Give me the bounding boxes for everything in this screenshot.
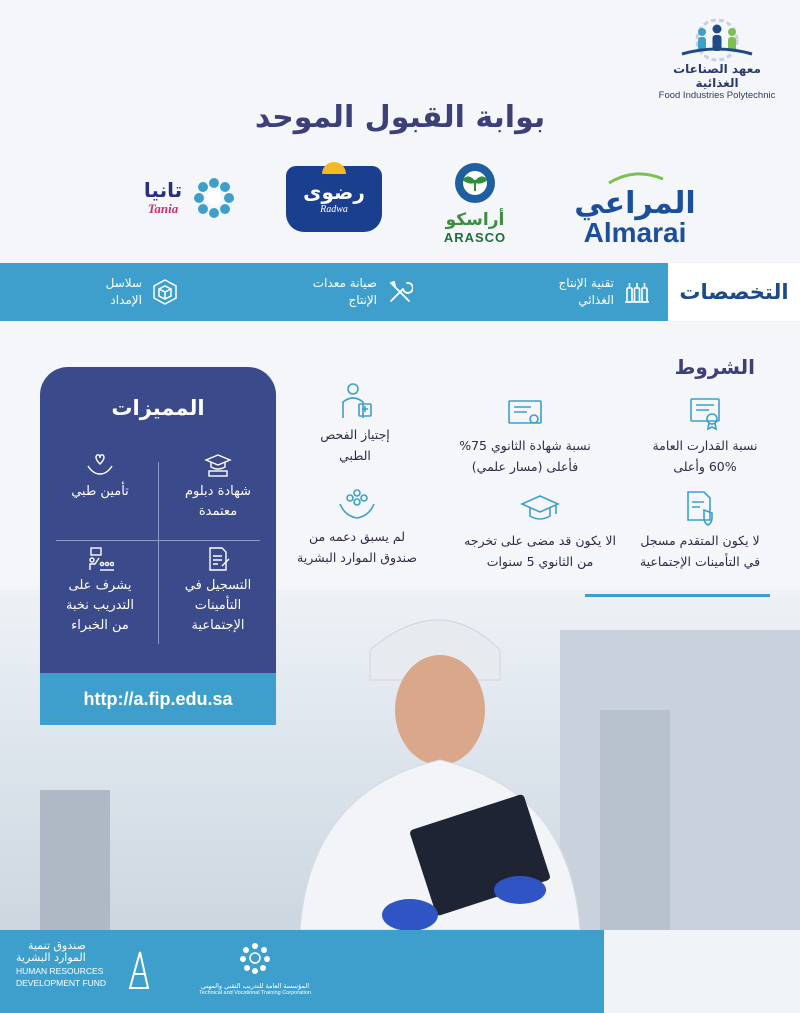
condition-not-insured-line2: في التأمينات الإجتماعية — [639, 554, 761, 569]
tvtc-emblem-icon — [237, 940, 273, 976]
condition-no-hrdf-support — [272, 486, 442, 568]
spec-supply-chains — [106, 263, 180, 321]
spec-equipment-maintenance — [313, 263, 415, 321]
feature-diploma — [162, 452, 274, 522]
spec-food-line2: الغذائي — [578, 293, 614, 307]
health-hands-icon — [86, 452, 114, 478]
feature-diploma-line2: معتمدة — [198, 504, 238, 519]
tvtc-name-en: Technical and Vocational Training Corporation — [199, 990, 311, 996]
almarai-name-en: Almarai — [583, 217, 687, 248]
condition-medical-line1: إجتياز الفحص — [320, 427, 390, 442]
hrdf-name-en-2: DEVELOPMENT FUND — [16, 978, 107, 988]
features-horizontal-divider — [56, 540, 260, 541]
arasco-name-en: ARASCO — [443, 230, 507, 245]
tvtc-name-ar: المؤسسة العامة للتدريب التقني والمهني — [200, 982, 310, 990]
radwa-logo — [286, 166, 382, 232]
supply-box-icon — [150, 277, 180, 307]
feature-social-line1: التسجيل في — [184, 578, 252, 593]
institute-name-en: Food Industries Polytechnic — [658, 90, 776, 101]
radwa-sun-icon — [318, 158, 350, 174]
arasco-logo — [430, 160, 520, 250]
feature-social-insurance — [162, 546, 274, 636]
hrdf-name-ar-2: الموارد البشرية — [16, 951, 86, 964]
tania-logo — [130, 176, 250, 266]
bottles-icon — [622, 277, 652, 307]
footer-spacer — [604, 930, 800, 1013]
tvtc-logo — [180, 940, 330, 996]
radwa-name-ar: رضوى — [303, 180, 365, 204]
almarai-swoosh-icon — [605, 171, 665, 185]
register-doc-icon — [204, 546, 232, 572]
arasco-gear-icon — [446, 160, 504, 206]
condition-graduation-line1: الا يكون قد مضى على تخرجه — [464, 533, 616, 548]
condition-aptitude — [620, 395, 790, 477]
portal-url-link[interactable]: http://a.fip.edu.sa — [40, 673, 276, 725]
almarai-logo — [570, 170, 700, 260]
people-hands-icon — [337, 486, 377, 522]
spec-food-production — [559, 263, 652, 321]
feature-insurance-line1: تأمين طبي — [71, 484, 129, 499]
radwa-name-en: Radwa — [320, 204, 348, 215]
spec-supply-line2: الإمداد — [110, 293, 142, 307]
condition-aptitude-line2: 60% وأعلى — [673, 459, 737, 474]
hrdf-emblem-icon — [128, 948, 150, 992]
doctor-icon — [335, 380, 375, 420]
condition-no-hrdf-line1: لم يسبق دعمه من — [308, 529, 406, 544]
conditions-divider — [585, 594, 770, 597]
conditions-title: الشروط — [674, 355, 755, 379]
feature-trainers-line2: التدريب نخبة — [65, 598, 134, 613]
spec-maintenance-line1: صيانة معدات — [312, 276, 377, 290]
arasco-name-ar: أراسكو — [445, 210, 505, 230]
condition-highschool — [440, 395, 610, 477]
almarai-name-ar: المراعي — [574, 186, 696, 221]
feature-diploma-line1: شهادة دبلوم — [184, 484, 252, 499]
condition-not-insured-line1: لا يكون المتقدم مسجل — [640, 533, 760, 548]
feature-medical-insurance — [44, 452, 156, 502]
condition-not-insured — [615, 490, 785, 572]
certificate-icon — [685, 395, 725, 431]
condition-medical — [270, 380, 440, 466]
condition-graduation — [455, 490, 625, 572]
hrdf-name-en-1: HUMAN RESOURCES — [16, 966, 104, 976]
specializations-label: التخصصات — [668, 263, 800, 321]
condition-no-hrdf-line2: صندوق الموارد البشرية — [297, 550, 417, 565]
institute-name-ar: معهد الصناعات الغذائية — [673, 62, 761, 90]
condition-highschool-line1: نسبة شهادة الثانوي 75% — [459, 438, 591, 453]
hrdf-name-ar-1: صندوق تنمية — [28, 939, 86, 952]
spec-maintenance-line2: الإنتاج — [348, 293, 377, 307]
features-title: المميزات — [111, 396, 205, 420]
feature-trainers-line1: يشرف على — [68, 578, 132, 593]
condition-graduation-line2: من الثانوي 5 سنوات — [486, 554, 594, 569]
spec-supply-line1: سلاسل — [105, 276, 142, 290]
certificate-icon — [505, 395, 545, 431]
fip-logo — [652, 18, 782, 101]
features-vertical-divider — [158, 462, 159, 644]
tania-name-ar: تانيا — [143, 178, 183, 202]
document-shield-icon — [680, 490, 720, 526]
tania-name-en: Tania — [147, 201, 179, 216]
condition-highschool-line2: فأعلى (مسار علمي) — [471, 459, 579, 474]
tools-icon — [385, 277, 415, 307]
diploma-icon — [204, 452, 232, 478]
feature-trainers-line3: من الخبراء — [71, 618, 129, 633]
hrdf-logo — [16, 940, 126, 988]
feature-social-line3: الإجتماعية — [191, 618, 245, 633]
feature-expert-trainers — [44, 546, 156, 636]
tania-flower-icon — [192, 176, 236, 220]
condition-aptitude-line1: نسبة القدارت العامة — [652, 438, 758, 453]
fip-emblem-icon — [672, 18, 762, 62]
trainer-icon — [86, 546, 114, 572]
condition-medical-line2: الطبي — [339, 448, 371, 463]
spec-food-line1: تقنية الإنتاج — [558, 276, 614, 290]
page-title: بوابة القبول الموحد — [254, 100, 546, 135]
feature-social-line2: التأمينات — [194, 598, 242, 613]
graduation-cap-icon — [520, 490, 560, 526]
